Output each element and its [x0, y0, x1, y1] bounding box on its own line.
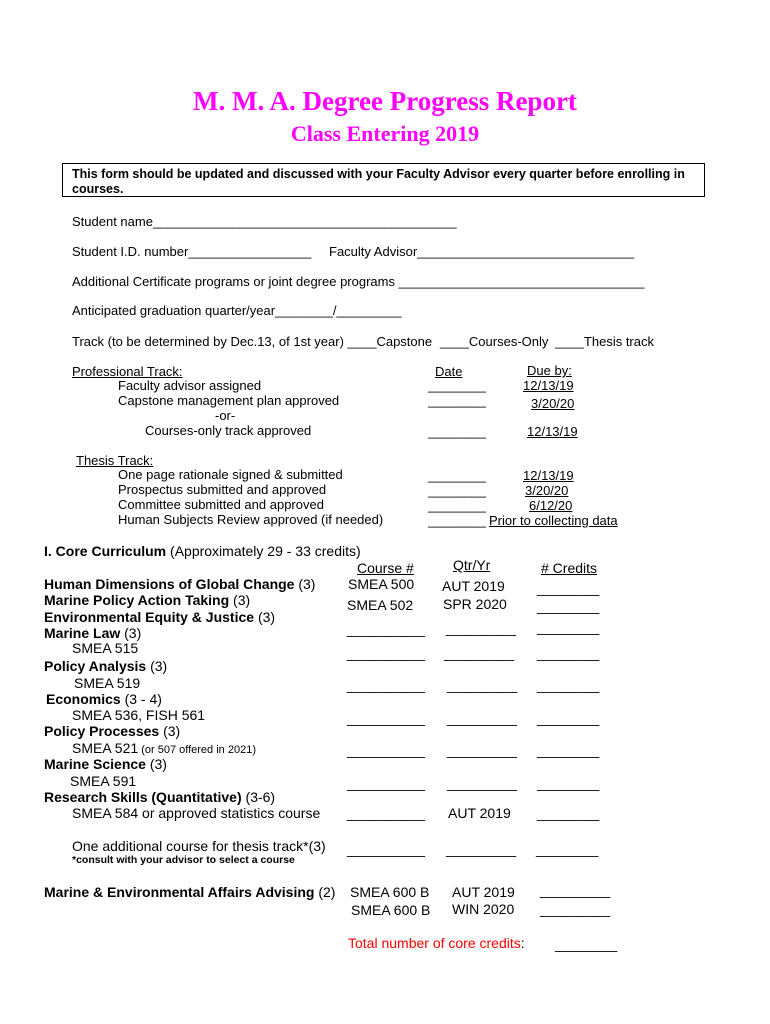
prof-item-due: 3/20/20 [531, 396, 575, 411]
page-subtitle: Class Entering 2019 [290, 121, 480, 146]
core-course-title: Research Skills (Quantitative) (3-6) [44, 789, 276, 805]
credits-blank[interactable]: _________ [540, 882, 611, 898]
prof-item-date[interactable]: ________ [428, 393, 486, 408]
thesis-extra-note: *consult with your advisor to select a course [72, 854, 295, 866]
course-option: SMEA 591 [70, 773, 137, 789]
course-blank[interactable]: __________ [347, 710, 425, 726]
credits-blank[interactable]: ________ [537, 580, 600, 596]
prof-item-date[interactable]: ________ [428, 378, 486, 393]
total-credits-blank[interactable]: ________ [555, 936, 618, 952]
page-title: M. M. A. Degree Progress Report [193, 86, 577, 116]
course-quarter: AUT 2019 [452, 884, 515, 900]
date-column-header: Date [435, 364, 463, 379]
track-thesis-option[interactable]: ____Thesis track [555, 334, 654, 349]
thesis-item-date[interactable]: ________ [428, 468, 486, 483]
quarter-blank[interactable]: _________ [447, 710, 518, 726]
course-option: SMEA 515 [72, 640, 139, 656]
course-number: SMEA 600 B [350, 884, 430, 900]
prof-item-label: Capstone management plan approved [118, 393, 340, 408]
prof-item-date[interactable]: ________ [428, 424, 486, 439]
course-quarter: SPR 2020 [443, 596, 507, 612]
credits-blank[interactable]: ________ [537, 677, 600, 693]
credits-blank[interactable]: ________ [537, 742, 600, 758]
qtr-column-header: Qtr/Yr [453, 557, 491, 573]
course-quarter: AUT 2019 [448, 805, 511, 821]
notice-text: This form should be updated and discussed with your Faculty Advisor every quarter before enrolling in courses. [72, 167, 685, 196]
core-heading-title: I. Core Curriculum [44, 543, 167, 559]
credits-blank[interactable]: ________ [537, 710, 600, 726]
quarter-blank[interactable]: _________ [447, 775, 518, 791]
course-column-header: Course # [357, 560, 414, 576]
credits-blank[interactable]: ________ [537, 805, 600, 821]
course-blank[interactable]: __________ [347, 621, 425, 637]
core-course-title: Marine Science (3) [44, 756, 167, 772]
course-quarter: WIN 2020 [452, 901, 515, 917]
course-blank[interactable]: __________ [347, 742, 425, 758]
core-heading [44, 543, 361, 559]
notice-box [62, 163, 705, 197]
credits-blank[interactable]: ________ [537, 645, 600, 661]
professional-track-heading: Professional Track: [72, 364, 183, 379]
course-number: SMEA 502 [347, 597, 414, 613]
core-course-title: Marine Law (3) [44, 625, 142, 641]
core-course-title: Policy Analysis (3) [44, 658, 168, 674]
credits-blank[interactable]: _________ [540, 901, 611, 917]
course-option: SMEA 584 or approved statistics course [72, 805, 321, 821]
thesis-item-label: Prospectus submitted and approved [118, 482, 327, 497]
course-option: SMEA 519 [74, 675, 141, 691]
quarter-blank[interactable]: _________ [447, 677, 518, 693]
thesis-item-label: One page rationale signed & submitted [118, 467, 343, 482]
quarter-blank[interactable]: _________ [444, 645, 515, 661]
prof-item-label: Faculty advisor assigned [118, 378, 262, 393]
due-column-header: Due by: [527, 363, 572, 378]
thesis-item-label: Human Subjects Review approved (if needed) [118, 512, 384, 527]
quarter-blank[interactable]: _________ [446, 841, 517, 857]
track-courses-only-option[interactable]: ____Courses-Only [440, 334, 549, 349]
credits-blank[interactable]: ________ [537, 775, 600, 791]
total-credits-label: Total number of core credits: [348, 935, 525, 951]
credits-blank[interactable]: ________ [537, 598, 600, 614]
course-option: SMEA 536, FISH 561 [72, 707, 206, 723]
prof-item-due: 12/13/19 [523, 378, 574, 393]
student-name-field[interactable]: Student name__________________________________________ [72, 214, 457, 229]
thesis-item-date[interactable]: ________ [428, 483, 486, 498]
thesis-item-date[interactable]: ________ [428, 498, 486, 513]
thesis-item-due: 6/12/20 [529, 498, 573, 513]
course-quarter: AUT 2019 [442, 578, 505, 594]
course-blank[interactable]: __________ [347, 775, 425, 791]
thesis-item-due: Prior to collecting data [489, 513, 618, 528]
course-number: SMEA 500 [348, 576, 415, 592]
course-blank[interactable]: __________ [347, 677, 425, 693]
track-capstone-option[interactable]: Track (to be determined by Dec.13, of 1st year) ____Capstone [72, 334, 433, 349]
faculty-advisor-field[interactable]: Faculty Advisor______________________________ [329, 244, 635, 259]
core-course-title: Policy Processes (3) [44, 723, 181, 739]
core-course-title: Human Dimensions of Global Change (3) [44, 576, 316, 592]
core-course-title: Economics (3 - 4) [46, 691, 162, 707]
core-heading-credits: (Approximately 29 - 33 credits) [166, 543, 361, 559]
quarter-blank[interactable]: _________ [446, 620, 517, 636]
thesis-item-date[interactable]: ________ [428, 513, 486, 528]
additional-programs-field[interactable]: Additional Certificate programs or joint degree programs __________________________________ [72, 274, 645, 289]
thesis-track-heading: Thesis Track: [76, 453, 154, 468]
thesis-item-due: 12/13/19 [523, 468, 574, 483]
thesis-extra-course: One additional course for thesis track*(3) [72, 838, 326, 854]
credits-blank[interactable]: ________ [537, 619, 600, 635]
credits-column-header: # Credits [541, 560, 598, 576]
course-option: SMEA 521 (or 507 offered in 2021) [72, 740, 256, 756]
thesis-item-label: Committee submitted and approved [118, 497, 324, 512]
credits-blank[interactable]: ________ [536, 841, 599, 857]
course-blank[interactable]: __________ [347, 841, 425, 857]
core-course-title: Marine Policy Action Taking (3) [44, 592, 251, 608]
core-course-title: Environmental Equity & Justice (3) [44, 609, 276, 625]
student-id-field[interactable]: Student I.D. number_________________ [72, 244, 312, 259]
prof-or-separator: -or- [215, 408, 236, 423]
course-blank[interactable]: __________ [347, 805, 425, 821]
course-number: SMEA 600 B [351, 902, 431, 918]
graduation-quarter-field[interactable]: Anticipated graduation quarter/year________/_________ [72, 303, 402, 318]
prof-item-due: 12/13/19 [527, 424, 578, 439]
advising-course-title: Marine & Environmental Affairs Advising (2) [44, 884, 336, 900]
course-blank[interactable]: __________ [347, 645, 425, 661]
thesis-item-due: 3/20/20 [525, 483, 569, 498]
quarter-blank[interactable]: _________ [447, 742, 518, 758]
prof-item-label: Courses-only track approved [145, 423, 312, 438]
